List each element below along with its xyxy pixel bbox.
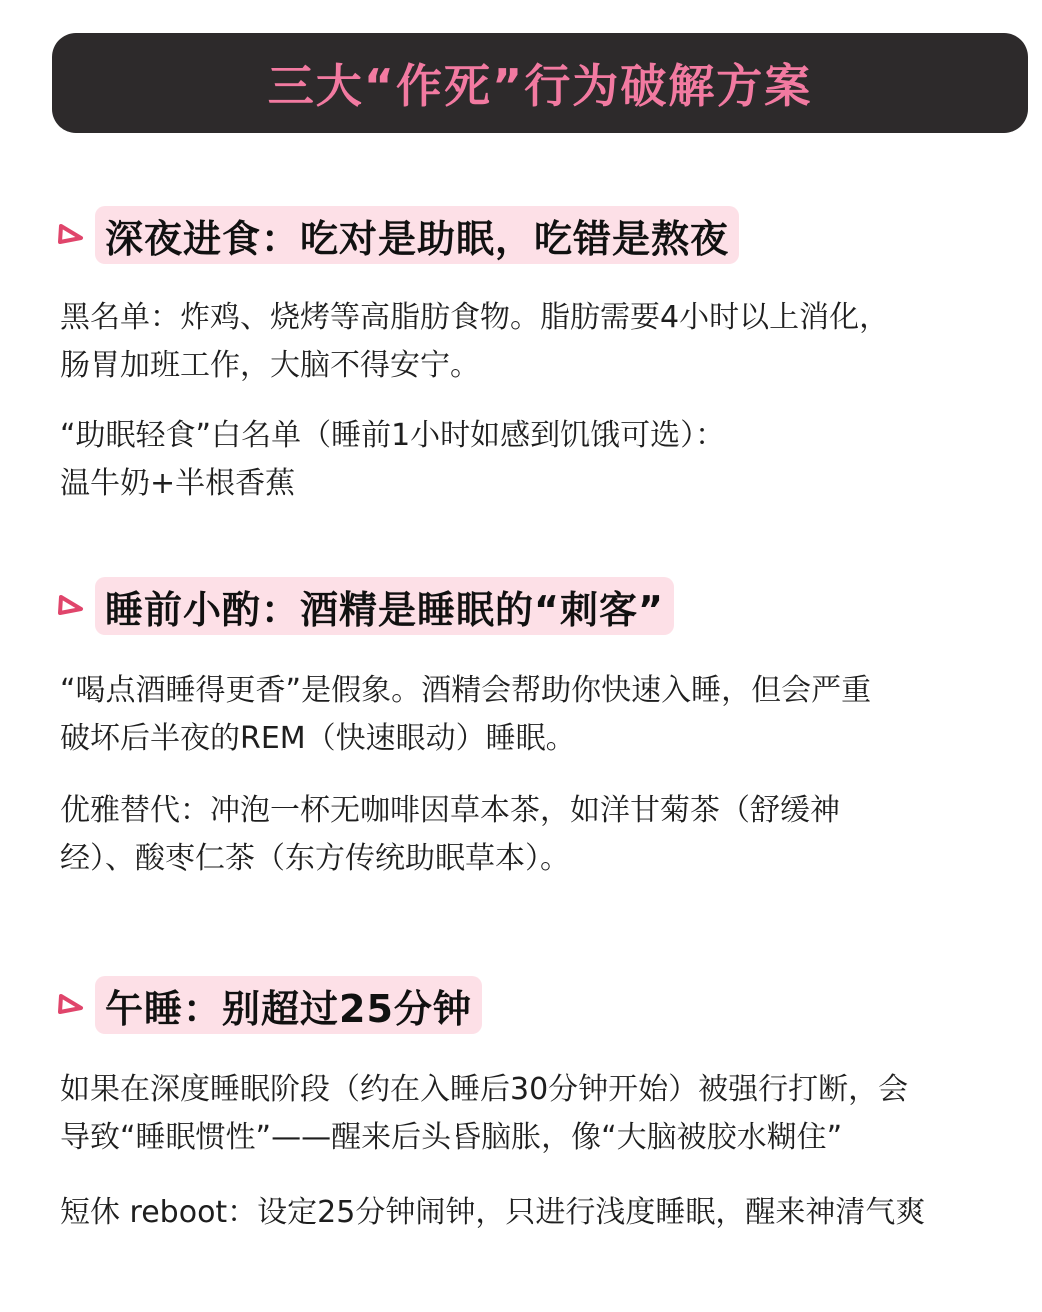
section-heading-nap <box>55 976 482 1034</box>
section-heading-text: 睡前小酌：酒精是睡眠的“刺客” <box>105 587 664 632</box>
section-heading-text: 午睡：别超过25分钟 <box>105 986 472 1031</box>
paragraph-alcohol-myth <box>60 667 1035 763</box>
paragraph-whitelist <box>60 412 1035 508</box>
paragraph-line: 短休 reboot：设定25分钟闹钟，只进行浅度睡眠，醒来神清气爽 <box>60 1195 926 1230</box>
section-heading-text: 深夜进食：吃对是助眠，吃错是熬夜 <box>105 216 730 261</box>
paragraph-line: “助眠轻食”白名单（睡前1小时如感到饥饿可选）： <box>60 418 726 453</box>
title-banner <box>52 33 1028 133</box>
paragraph-line: 肠胃加班工作，大脑不得安宁。 <box>60 348 480 383</box>
paragraph-line: 导致“睡眠惯性”——醒来后头昏脑胀，像“大脑被胶水糊住” <box>60 1120 843 1155</box>
paragraph-blacklist <box>60 294 1035 390</box>
pink-triangle-icon <box>55 222 85 248</box>
page-title: 三大“作死”行为破解方案 <box>267 59 813 113</box>
paragraph-line: 温牛奶+半根香蕉 <box>60 466 296 501</box>
paragraph-alternative <box>60 787 1035 883</box>
paragraph-line: “喝点酒睡得更香”是假象。酒精会帮助你快速入睡，但会严重 <box>60 673 872 708</box>
pink-triangle-icon <box>55 992 85 1018</box>
pink-triangle-icon <box>55 593 85 619</box>
paragraph-line: 破坏后半夜的REM（快速眼动）睡眠。 <box>60 721 576 756</box>
paragraph-line: 黑名单：炸鸡、烧烤等高脂肪食物。脂肪需要4小时以上消化， <box>60 300 890 335</box>
heading-pill <box>95 976 482 1034</box>
section-heading-alcohol <box>55 577 674 635</box>
paragraph-line: 经）、酸枣仁茶（东方传统助眠草本）。 <box>60 841 570 876</box>
paragraph-line: 优雅替代：冲泡一杯无咖啡因草本茶，如洋甘菊茶（舒缓神 <box>60 793 840 828</box>
paragraph-line: 如果在深度睡眠阶段（约在入睡后30分钟开始）被强行打断，会 <box>60 1072 909 1107</box>
heading-pill <box>95 577 674 635</box>
paragraph-reboot <box>60 1189 1035 1237</box>
section-heading-late-night-eating <box>55 206 739 264</box>
paragraph-sleep-inertia <box>60 1066 1035 1162</box>
heading-pill <box>95 206 739 264</box>
